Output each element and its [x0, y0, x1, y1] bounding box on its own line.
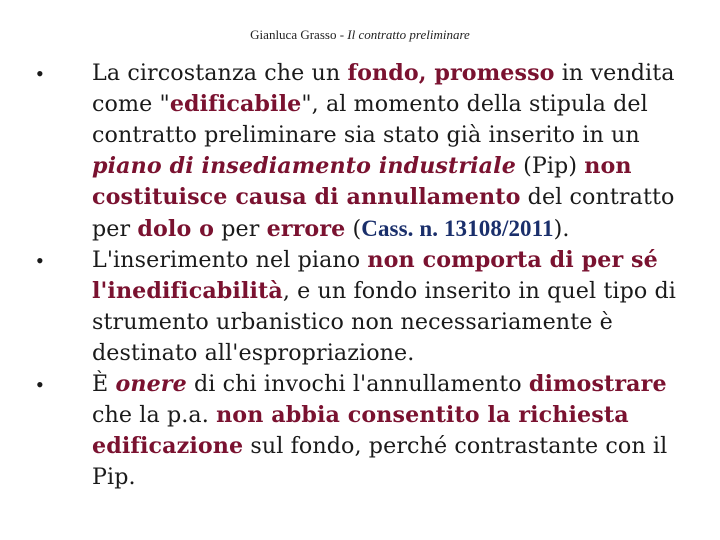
emphasis-run: dimostrare — [528, 371, 667, 397]
bullet-text — [92, 247, 676, 366]
text-run: L'inserimento nel piano — [92, 247, 368, 273]
text-run: ). — [553, 216, 570, 242]
bullet-item-2 — [0, 245, 720, 369]
header-subtitle: Il contratto preliminare — [347, 27, 470, 42]
bullet-icon: • — [36, 372, 44, 397]
slide-header — [0, 27, 720, 43]
text-run: ( — [345, 216, 362, 242]
bullet-icon: • — [36, 61, 44, 86]
text-run: in vendita come " — [92, 60, 675, 117]
emphasis-run: fondo, promesso — [347, 60, 555, 86]
bullet-text — [92, 371, 667, 490]
emphasis-run: edificabile — [169, 91, 302, 117]
bullet-icon: • — [36, 248, 44, 273]
bullet-item-1 — [0, 58, 720, 245]
text-run: È — [92, 371, 116, 397]
emphasis-italic-run: onere — [115, 371, 187, 397]
bullet-list — [0, 58, 720, 493]
emphasis-run: non costituisce causa di annullamento — [92, 153, 632, 210]
emphasis-run: errore — [266, 216, 346, 242]
bullet-item-3 — [0, 369, 720, 493]
text-run: sul fondo, perché contrastante con il Pip. — [92, 433, 668, 490]
text-run: che la p.a. — [92, 402, 217, 428]
text-run: del contratto per — [92, 184, 675, 242]
emphasis-run: non comporta di per sé l'inedificabilità — [92, 247, 658, 304]
text-run: , e un fondo inserito in quel tipo di strumento urbanistico non necessariamente è destinato all'espropriazione. — [92, 278, 676, 366]
header-author: Gianluca Grasso - — [250, 27, 348, 42]
text-run: ", al momento della stipula del contratto preliminare sia stato già inserito in un — [92, 91, 648, 148]
emphasis-run: non abbia consentito la richiesta edificazione — [92, 402, 629, 459]
text-run: (Pip) — [515, 153, 585, 179]
citation-run: Cass. n. 13108/2011 — [361, 216, 554, 241]
text-run: per — [214, 216, 267, 242]
bullet-text — [92, 60, 675, 242]
text-run: di chi invochi l'annullamento — [186, 371, 529, 397]
emphasis-italic-run: piano di insediamento industriale — [92, 153, 516, 179]
text-run: La circostanza che un — [92, 60, 348, 86]
emphasis-run: dolo o — [137, 216, 215, 242]
